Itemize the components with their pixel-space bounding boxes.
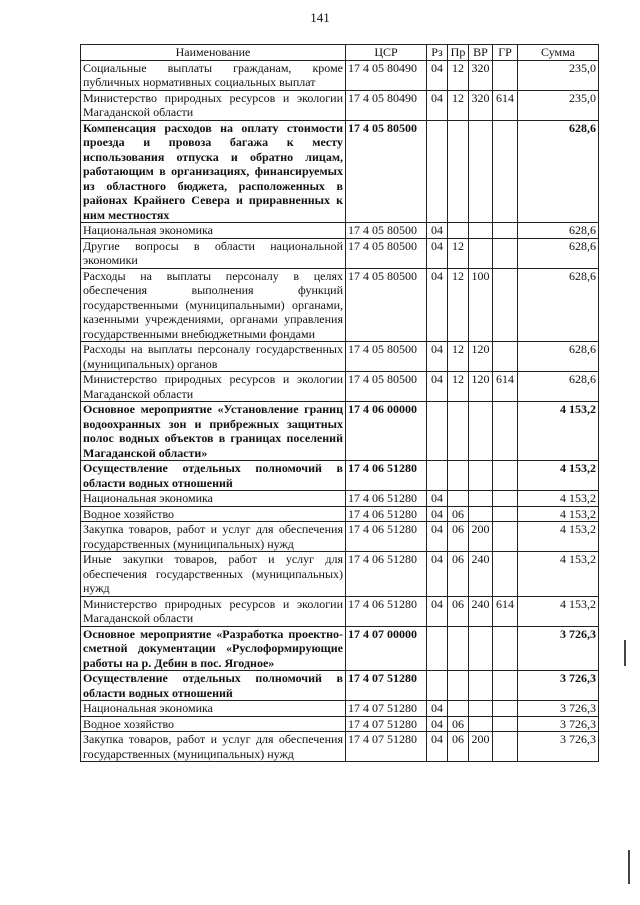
cell-name: Расходы на выплаты персоналу государственных (муниципальных) органов xyxy=(81,342,346,372)
table-row xyxy=(81,238,599,268)
cell-gr xyxy=(493,626,518,671)
cell-vr: 200 xyxy=(469,732,493,762)
table-row xyxy=(81,552,599,597)
cell-name: Расходы на выплаты персоналу в целях обеспечения выполнения функций государственными (муниципальными) органами, казенными учреждениями, органами управления государственными внебюджетными фондами xyxy=(81,268,346,342)
cell-vr: 320 xyxy=(469,60,493,90)
cell-rz: 04 xyxy=(427,701,448,717)
cell-pr xyxy=(448,402,469,461)
cell-gr xyxy=(493,552,518,597)
cell-csr: 17 4 06 51280 xyxy=(346,596,427,626)
cell-pr: 06 xyxy=(448,506,469,522)
cell-pr: 06 xyxy=(448,596,469,626)
cell-gr xyxy=(493,268,518,342)
table-row xyxy=(81,223,599,239)
cell-csr: 17 4 06 51280 xyxy=(346,552,427,597)
cell-pr: 12 xyxy=(448,238,469,268)
cell-gr xyxy=(493,491,518,507)
cell-sum: 628,6 xyxy=(518,120,599,223)
cell-gr xyxy=(493,223,518,239)
budget-table xyxy=(80,44,599,762)
cell-vr xyxy=(469,716,493,732)
cell-pr: 12 xyxy=(448,372,469,402)
cell-gr xyxy=(493,60,518,90)
cell-gr: 614 xyxy=(493,90,518,120)
cell-pr xyxy=(448,120,469,223)
cell-name: Национальная экономика xyxy=(81,701,346,717)
cell-rz: 04 xyxy=(427,90,448,120)
cell-pr: 06 xyxy=(448,552,469,597)
cell-sum: 235,0 xyxy=(518,60,599,90)
cell-csr: 17 4 07 51280 xyxy=(346,671,427,701)
cell-sum: 628,6 xyxy=(518,223,599,239)
cell-gr xyxy=(493,342,518,372)
table-row xyxy=(81,671,599,701)
cell-name: Иные закупки товаров, работ и услуг для обеспечения государственных (муниципальных) нужд xyxy=(81,552,346,597)
cell-name: Основное мероприятие «Установление границ водоохранных зон и прибрежных защитных полос водных объектов в границах поселений Магаданской области» xyxy=(81,402,346,461)
cell-vr xyxy=(469,671,493,701)
cell-rz: 04 xyxy=(427,238,448,268)
table-row xyxy=(81,732,599,762)
cell-name: Закупка товаров, работ и услуг для обеспечения государственных (муниципальных) нужд xyxy=(81,522,346,552)
cell-vr: 320 xyxy=(469,90,493,120)
header-csr: ЦСР xyxy=(346,45,427,61)
cell-sum: 3 726,3 xyxy=(518,671,599,701)
cell-pr xyxy=(448,223,469,239)
cell-gr xyxy=(493,671,518,701)
cell-name: Осуществление отдельных полномочий в области водных отношений xyxy=(81,671,346,701)
cell-csr: 17 4 05 80500 xyxy=(346,223,427,239)
scan-mark xyxy=(624,640,626,666)
cell-rz: 04 xyxy=(427,223,448,239)
header-vr: ВР xyxy=(469,45,493,61)
cell-pr xyxy=(448,491,469,507)
cell-vr xyxy=(469,238,493,268)
cell-rz xyxy=(427,626,448,671)
cell-csr: 17 4 07 00000 xyxy=(346,626,427,671)
cell-rz: 04 xyxy=(427,522,448,552)
table-header-row xyxy=(81,45,599,61)
cell-gr xyxy=(493,522,518,552)
cell-csr: 17 4 06 51280 xyxy=(346,461,427,491)
cell-vr xyxy=(469,223,493,239)
cell-gr xyxy=(493,120,518,223)
cell-sum: 3 726,3 xyxy=(518,626,599,671)
cell-name: Социальные выплаты гражданам, кроме публичных нормативных социальных выплат xyxy=(81,60,346,90)
cell-vr xyxy=(469,491,493,507)
cell-name: Водное хозяйство xyxy=(81,716,346,732)
cell-pr: 06 xyxy=(448,732,469,762)
cell-csr: 17 4 06 51280 xyxy=(346,491,427,507)
cell-gr: 614 xyxy=(493,596,518,626)
cell-gr xyxy=(493,402,518,461)
table-row xyxy=(81,342,599,372)
cell-name: Закупка товаров, работ и услуг для обеспечения государственных (муниципальных) нужд xyxy=(81,732,346,762)
cell-vr: 200 xyxy=(469,522,493,552)
cell-vr: 240 xyxy=(469,552,493,597)
cell-name: Компенсация расходов на оплату стоимости проезда и провоза багажа к месту использования отпуска и обратно лицам, работающим в организациях, финансируемых из областного бюджета, расположенных в районах Крайнего Севера и приравненных к ним местностях xyxy=(81,120,346,223)
cell-pr: 12 xyxy=(448,90,469,120)
table-row xyxy=(81,701,599,717)
cell-sum: 4 153,2 xyxy=(518,491,599,507)
header-rz: Рз xyxy=(427,45,448,61)
cell-gr xyxy=(493,701,518,717)
cell-sum: 628,6 xyxy=(518,268,599,342)
cell-csr: 17 4 05 80500 xyxy=(346,342,427,372)
header-name: Наименование xyxy=(81,45,346,61)
cell-gr xyxy=(493,732,518,762)
table-row xyxy=(81,626,599,671)
cell-name: Водное хозяйство xyxy=(81,506,346,522)
table-row xyxy=(81,596,599,626)
cell-rz: 04 xyxy=(427,268,448,342)
cell-rz: 04 xyxy=(427,716,448,732)
cell-csr: 17 4 06 00000 xyxy=(346,402,427,461)
cell-sum: 4 153,2 xyxy=(518,596,599,626)
cell-csr: 17 4 05 80500 xyxy=(346,120,427,223)
cell-name: Министерство природных ресурсов и экологии Магаданской области xyxy=(81,596,346,626)
cell-vr: 100 xyxy=(469,268,493,342)
cell-pr xyxy=(448,626,469,671)
cell-rz xyxy=(427,461,448,491)
cell-gr xyxy=(493,461,518,491)
cell-rz: 04 xyxy=(427,372,448,402)
cell-name: Осуществление отдельных полномочий в области водных отношений xyxy=(81,461,346,491)
cell-vr xyxy=(469,701,493,717)
header-pr: Пр xyxy=(448,45,469,61)
cell-rz xyxy=(427,120,448,223)
cell-rz xyxy=(427,671,448,701)
cell-sum: 628,6 xyxy=(518,342,599,372)
cell-vr xyxy=(469,461,493,491)
cell-sum: 3 726,3 xyxy=(518,701,599,717)
table-body xyxy=(81,60,599,762)
cell-csr: 17 4 05 80500 xyxy=(346,372,427,402)
table-row xyxy=(81,268,599,342)
cell-name: Основное мероприятие «Разработка проектно-сметной документации «Руслоформирующие работы на р. Дебин в пос. Ягодное» xyxy=(81,626,346,671)
cell-csr: 17 4 07 51280 xyxy=(346,701,427,717)
cell-sum: 3 726,3 xyxy=(518,732,599,762)
cell-name: Национальная экономика xyxy=(81,491,346,507)
cell-csr: 17 4 07 51280 xyxy=(346,716,427,732)
header-sum: Сумма xyxy=(518,45,599,61)
cell-name: Министерство природных ресурсов и экологии Магаданской области xyxy=(81,372,346,402)
cell-sum: 4 153,2 xyxy=(518,402,599,461)
cell-rz: 04 xyxy=(427,552,448,597)
cell-rz: 04 xyxy=(427,342,448,372)
cell-pr xyxy=(448,671,469,701)
cell-sum: 4 153,2 xyxy=(518,506,599,522)
page-number: 141 xyxy=(310,10,330,25)
cell-vr: 240 xyxy=(469,596,493,626)
table-row xyxy=(81,120,599,223)
cell-sum: 235,0 xyxy=(518,90,599,120)
cell-pr xyxy=(448,701,469,717)
cell-pr: 12 xyxy=(448,342,469,372)
cell-name: Министерство природных ресурсов и экологии Магаданской области xyxy=(81,90,346,120)
table-row xyxy=(81,522,599,552)
cell-gr xyxy=(493,506,518,522)
cell-pr: 12 xyxy=(448,60,469,90)
scan-mark xyxy=(628,850,630,884)
cell-vr xyxy=(469,402,493,461)
cell-vr: 120 xyxy=(469,342,493,372)
cell-pr xyxy=(448,461,469,491)
table-row xyxy=(81,60,599,90)
table-row xyxy=(81,716,599,732)
cell-rz: 04 xyxy=(427,732,448,762)
header-gr: ГР xyxy=(493,45,518,61)
cell-pr: 06 xyxy=(448,522,469,552)
cell-rz: 04 xyxy=(427,506,448,522)
cell-gr: 614 xyxy=(493,372,518,402)
cell-sum: 4 153,2 xyxy=(518,522,599,552)
table-row xyxy=(81,90,599,120)
cell-sum: 628,6 xyxy=(518,238,599,268)
cell-pr: 06 xyxy=(448,716,469,732)
cell-sum: 4 153,2 xyxy=(518,461,599,491)
cell-csr: 17 4 06 51280 xyxy=(346,522,427,552)
cell-rz: 04 xyxy=(427,491,448,507)
cell-sum: 628,6 xyxy=(518,372,599,402)
cell-sum: 4 153,2 xyxy=(518,552,599,597)
cell-sum: 3 726,3 xyxy=(518,716,599,732)
cell-rz: 04 xyxy=(427,596,448,626)
cell-name: Другие вопросы в области национальной экономики xyxy=(81,238,346,268)
cell-pr: 12 xyxy=(448,268,469,342)
cell-vr xyxy=(469,120,493,223)
cell-rz: 04 xyxy=(427,60,448,90)
cell-gr xyxy=(493,716,518,732)
cell-csr: 17 4 05 80490 xyxy=(346,90,427,120)
cell-vr xyxy=(469,506,493,522)
cell-vr xyxy=(469,626,493,671)
cell-csr: 17 4 06 51280 xyxy=(346,506,427,522)
table-row xyxy=(81,402,599,461)
cell-csr: 17 4 05 80500 xyxy=(346,238,427,268)
table-row xyxy=(81,506,599,522)
cell-csr: 17 4 05 80490 xyxy=(346,60,427,90)
cell-name: Национальная экономика xyxy=(81,223,346,239)
table-row xyxy=(81,491,599,507)
table-row xyxy=(81,372,599,402)
table-row xyxy=(81,461,599,491)
cell-gr xyxy=(493,238,518,268)
cell-rz xyxy=(427,402,448,461)
cell-vr: 120 xyxy=(469,372,493,402)
cell-csr: 17 4 07 51280 xyxy=(346,732,427,762)
cell-csr: 17 4 05 80500 xyxy=(346,268,427,342)
